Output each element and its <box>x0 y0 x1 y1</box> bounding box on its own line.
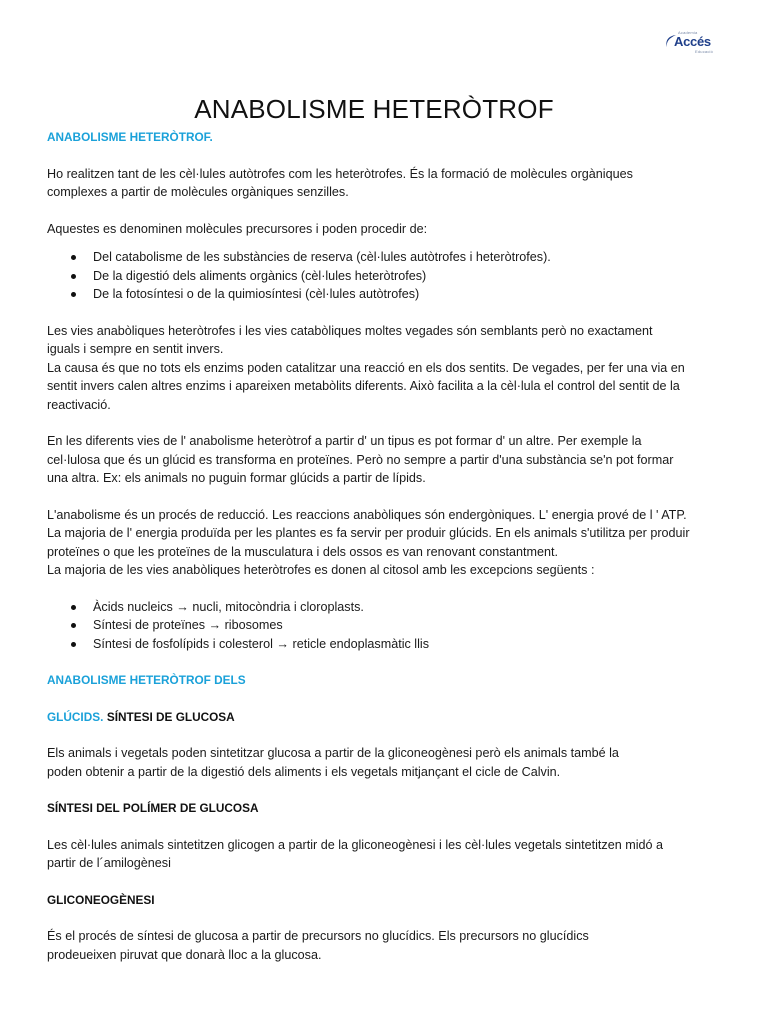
paragraph-line: partir de l´amilogènesi <box>47 856 171 870</box>
paragraph-line: Les cèl·lules animals sintetitzen glicogen a partir de la gliconeogènesi i les cèl·lules vegetals sintetitzen midó a <box>47 837 664 852</box>
paragraph-line: prodeueixen piruvat que donarà lloc a la glucosa. <box>47 947 322 962</box>
document-body <box>47 128 717 964</box>
list-item: Àcids nucleics → nucli, mitocòndria i cloroplasts. <box>47 598 717 617</box>
section-heading-polimer: SÍNTESI DEL POLÍMER DE GLUCOSA <box>47 801 259 815</box>
list-item: De la digestió dels aliments orgànics (cèl·lules heteròtrofes) <box>47 267 717 286</box>
logo-tagline-top: Academia <box>678 30 698 35</box>
subheading-blue: GLÚCIDS. <box>47 709 104 724</box>
section-heading-glucids: ANABOLISME HETERÒTROF DELS <box>47 673 246 687</box>
paragraph-line: L'anabolisme és un procés de reducció. Les reaccions anabòliques són endergòniques. L' energia prové de l ' ATP. <box>47 507 687 522</box>
paragraph-line: La majoria de les vies anabòliques heteròtrofes es donen al citosol amb les excepcions següents : <box>47 563 595 577</box>
subheading-sintesi-glucosa <box>47 708 717 727</box>
paragraph-line: La causa és que no tots els enzims poden catalitzar una reacció en els dos sentits. De vegades, per fer una via en <box>47 360 685 375</box>
paragraph-line: una altra. Ex: els animals no puguin formar glúcids a partir de lípids. <box>47 471 426 485</box>
paragraph-line: cel·lulosa que és un glúcid es transforma en proteïnes. Però no sempre a partir d'una substància se'n pot formar <box>47 452 674 467</box>
intro-line: complexes a partir de molècules orgàniques senzilles. <box>47 185 349 199</box>
paragraph-line: poden obtenir a partir de la digestió dels aliments i els vegetals mitjançant el cicle de Calvin. <box>47 764 561 779</box>
intro-line: Ho realitzen tant de les cèl·lules autòtrofes com les heteròtrofes. És la formació de molècules orgàniques <box>47 166 633 181</box>
list-item: Síntesi de proteïnes → ribosomes <box>47 616 717 635</box>
paragraph-line: Les vies anabòliques heteròtrofes i les vies catabòliques moltes vegades són semblants però no exactament <box>47 323 653 338</box>
logo-tagline-bottom: Educació <box>695 49 714 54</box>
paragraph-line: sentit invers calen altres enzims i apareixen metabòlits diferents. Això facilita a la cèl·lula el control del sentit de la <box>47 379 680 393</box>
paragraph-line: En les diferents vies de l' anabolisme heteròtrof a partir d' un tipus es pot formar d' un altre. Per exemple la <box>47 434 642 448</box>
paragraph-line: iguals i sempre en sentit invers. <box>47 342 224 356</box>
subheading-black: SÍNTESI DE GLUCOSA <box>106 709 235 724</box>
list-item: De la fotosíntesi o de la quimiosíntesi (cèl·lules autòtrofes) <box>47 285 717 304</box>
list-item: Síntesi de fosfolípids i colesterol → reticle endoplasmàtic llis <box>47 635 717 654</box>
paragraph-line: És el procés de síntesi de glucosa a partir de precursors no glucídics. Els precursors no glucídics <box>47 929 589 943</box>
exceptions-list <box>47 598 717 654</box>
paragraph-line: Els animals i vegetals poden sintetitzar glucosa a partir de la gliconeogènesi però els animals també la <box>47 746 619 760</box>
paragraph-line: proteïnes o que les proteïnes de la musculatura i dels ossos es van renovant constantment. <box>47 544 559 559</box>
page-title: ANABOLISME HETERÒTROF <box>194 94 554 124</box>
list-item: Del catabolisme de les substàncies de reserva (cèl·lules autòtrofes i heteròtrofes). <box>47 248 717 267</box>
precursor-line: Aquestes es denominen molècules precursores i poden procedir de: <box>47 221 428 236</box>
paragraph-line: reactivació. <box>47 397 111 412</box>
logo-word: Accés <box>674 34 711 49</box>
paragraph-line: La majoria de l' energia produïda per les plantes es fa servir per produir glúcids. En els animals s'utilitza per produir <box>47 526 690 540</box>
section-heading-anabolisme: ANABOLISME HETERÒTROF. <box>47 130 213 144</box>
acces-logo <box>664 30 722 58</box>
section-heading-gliconeogenesi: GLICONEOGÈNESI <box>47 892 155 907</box>
precursor-list <box>47 248 717 304</box>
